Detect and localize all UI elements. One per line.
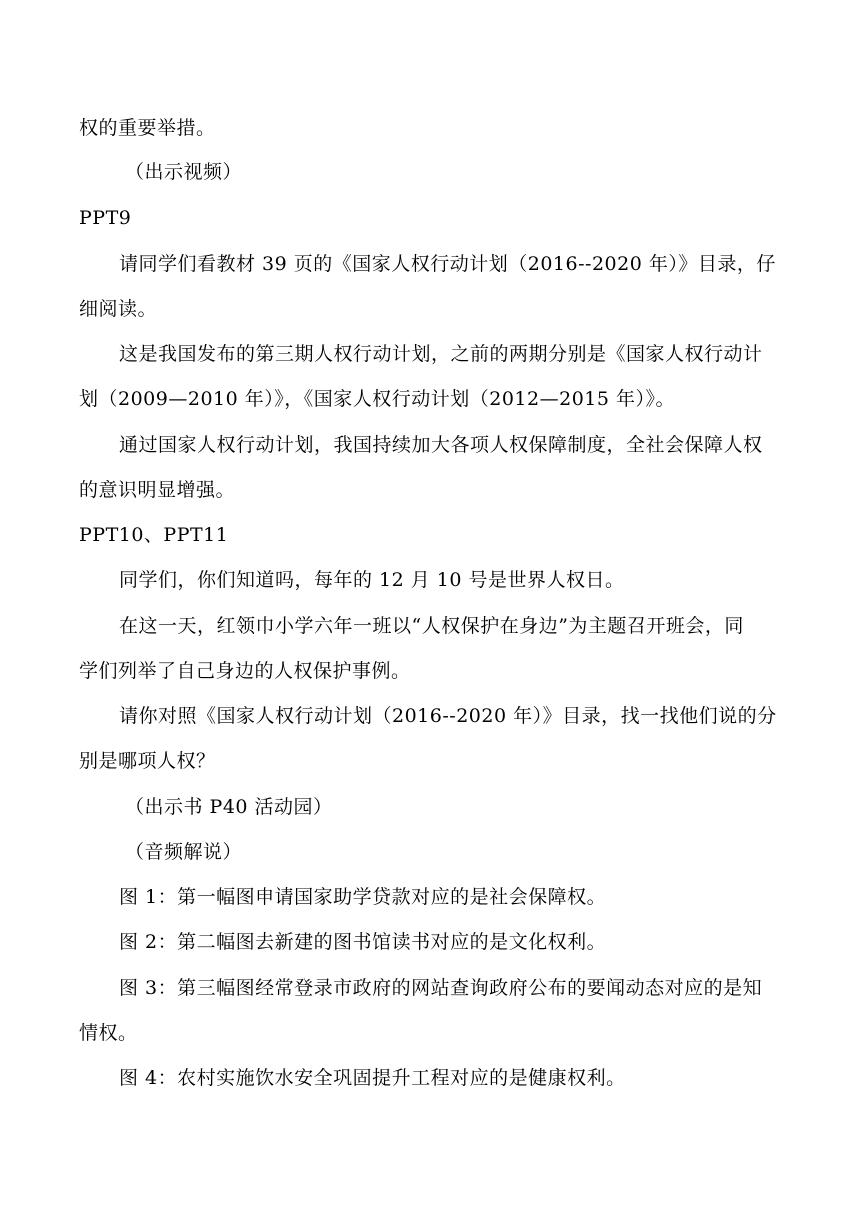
section-label: PPT10、PPT11: [79, 524, 229, 546]
paragraph-line: 请你对照《国家人权行动计划（2016--2020 年）》目录，找一找他们说的分: [119, 705, 777, 727]
paragraph-line: 别是哪项人权？: [79, 750, 216, 772]
paragraph-line: 图 2：第二幅图去新建的图书馆读书对应的是文化权利。: [119, 931, 607, 953]
paragraph-line: （音频解说）: [125, 841, 243, 863]
section-label: PPT9: [79, 207, 132, 229]
paragraph-line: 权的重要举措。: [79, 117, 216, 139]
paragraph-line: 划（2009—2010 年）》，《国家人权行动计划（2012—2015 年）》。: [79, 388, 675, 410]
paragraph-line: 图 3：第三幅图经常登录市政府的网站查询政府公布的要闻动态对应的是知: [119, 977, 763, 999]
paragraph-line: 情权。: [79, 1022, 138, 1044]
paragraph-line: 细阅读。: [79, 298, 158, 320]
paragraph-line: 图 1：第一幅图申请国家助学贷款对应的是社会保障权。: [119, 886, 607, 908]
paragraph-line: 在这一天，红领巾小学六年一班以“人权保护在身边”为主题召开班会，同: [119, 615, 744, 637]
paragraph-line: 学们列举了自己身边的人权保护事例。: [79, 660, 411, 682]
paragraph-line: 请同学们看教材 39 页的《国家人权行动计划（2016--2020 年）》目录，仔: [119, 253, 776, 275]
paragraph-line: 图 4：农村实施饮水安全巩固提升工程对应的是健康权利。: [119, 1067, 626, 1089]
paragraph-line: 的意识明显增强。: [79, 479, 236, 501]
paragraph-line: （出示视频）: [125, 161, 243, 183]
paragraph-line: 通过国家人权行动计划，我国持续加大各项人权保障制度，全社会保障人权: [119, 434, 763, 456]
paragraph-line: 这是我国发布的第三期人权行动计划，之前的两期分别是《国家人权行动计: [119, 343, 763, 365]
paragraph-line: （出示书 P40 活动园）: [125, 796, 333, 818]
paragraph-line: 同学们，你们知道吗，每年的 12 月 10 号是世界人权日。: [119, 569, 625, 591]
